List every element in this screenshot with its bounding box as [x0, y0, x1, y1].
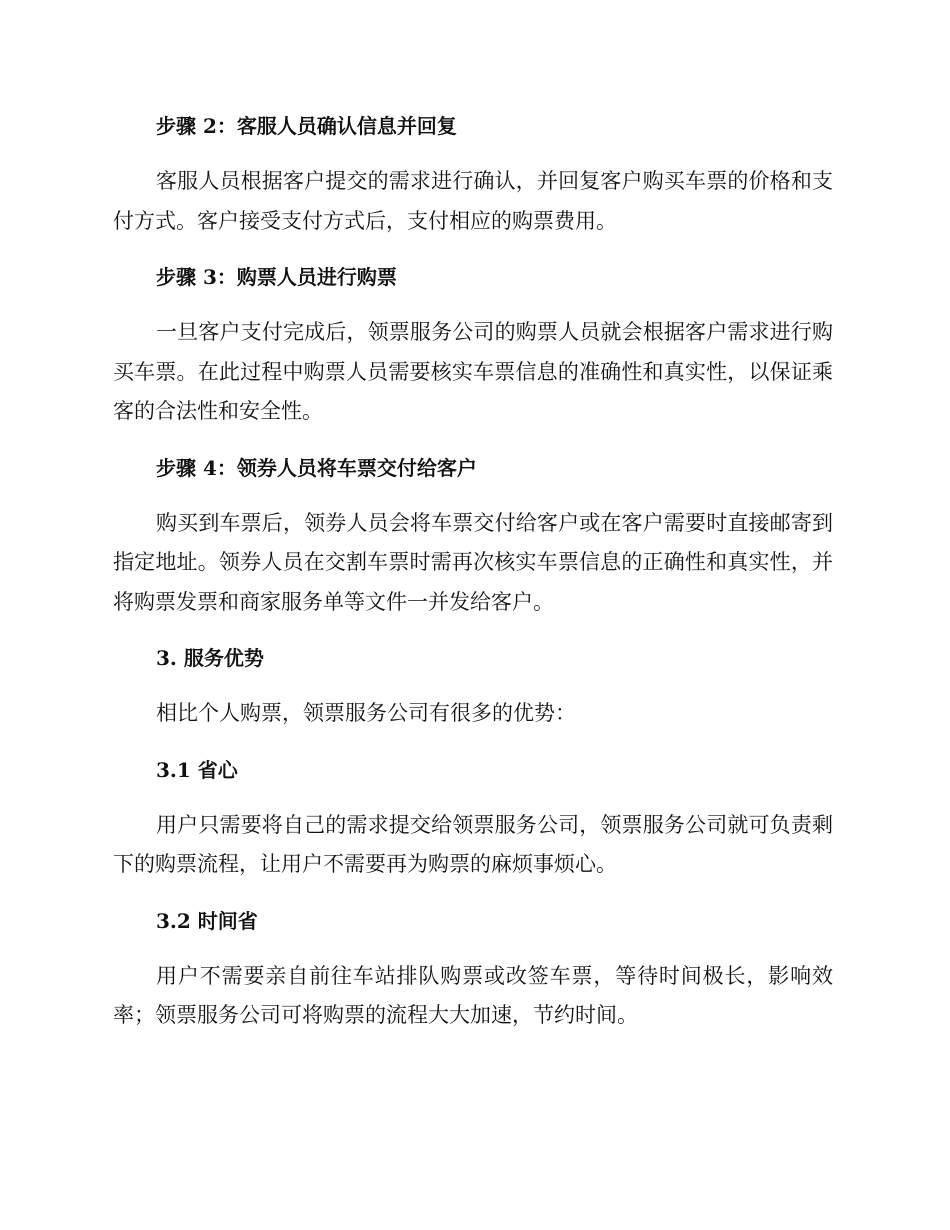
- advantage-3-2-heading: 3.2 时间省: [156, 908, 258, 933]
- step-4-paragraph: 购买到车票后，领券人员会将车票交付给客户或在客户需要时直接邮寄到指定地址。领券人员在交割车票时需再次核实车票信息的正确性和真实性，并将购票发票和商家服务单等文件一并发给客户。: [113, 510, 833, 614]
- step-3-paragraph: 一旦客户支付完成后，领票服务公司的购票人员就会根据客户需求进行购买车票。在此过程中购票人员需要核实车票信息的准确性和真实性，以保证乘客的合法性和安全性。: [113, 320, 833, 423]
- step-2-heading: 步骤 2：客服人员确认信息并回复: [156, 114, 457, 138]
- service-advantages-intro: 相比个人购票，领票服务公司有很多的优势：: [156, 701, 576, 725]
- step-2-paragraph: 客服人员根据客户提交的需求进行确认，并回复客户购买车票的价格和支付方式。客户接受支付方式后，支付相应的购票费用。: [113, 169, 833, 233]
- service-advantages-heading: 3. 服务优势: [156, 646, 264, 670]
- advantage-3-2-paragraph: 用户不需要亲自前往车站排队购票或改签车票，等待时间极长，影响效率；领票服务公司可将购票的流程大大加速，节约时间。: [113, 963, 833, 1027]
- advantage-3-1-paragraph: 用户只需要将自己的需求提交给领票服务公司，领票服务公司就可负责剩下的购票流程，让用户不需要再为购票的麻烦事烦心。: [113, 812, 833, 876]
- advantage-3-1-heading: 3.1 省心: [156, 757, 238, 782]
- document-body: [113, 106, 833, 1052]
- step-4-heading: 步骤 4：领券人员将车票交付给客户: [156, 455, 477, 480]
- step-3-heading: 步骤 3：购票人员进行购票: [156, 265, 397, 289]
